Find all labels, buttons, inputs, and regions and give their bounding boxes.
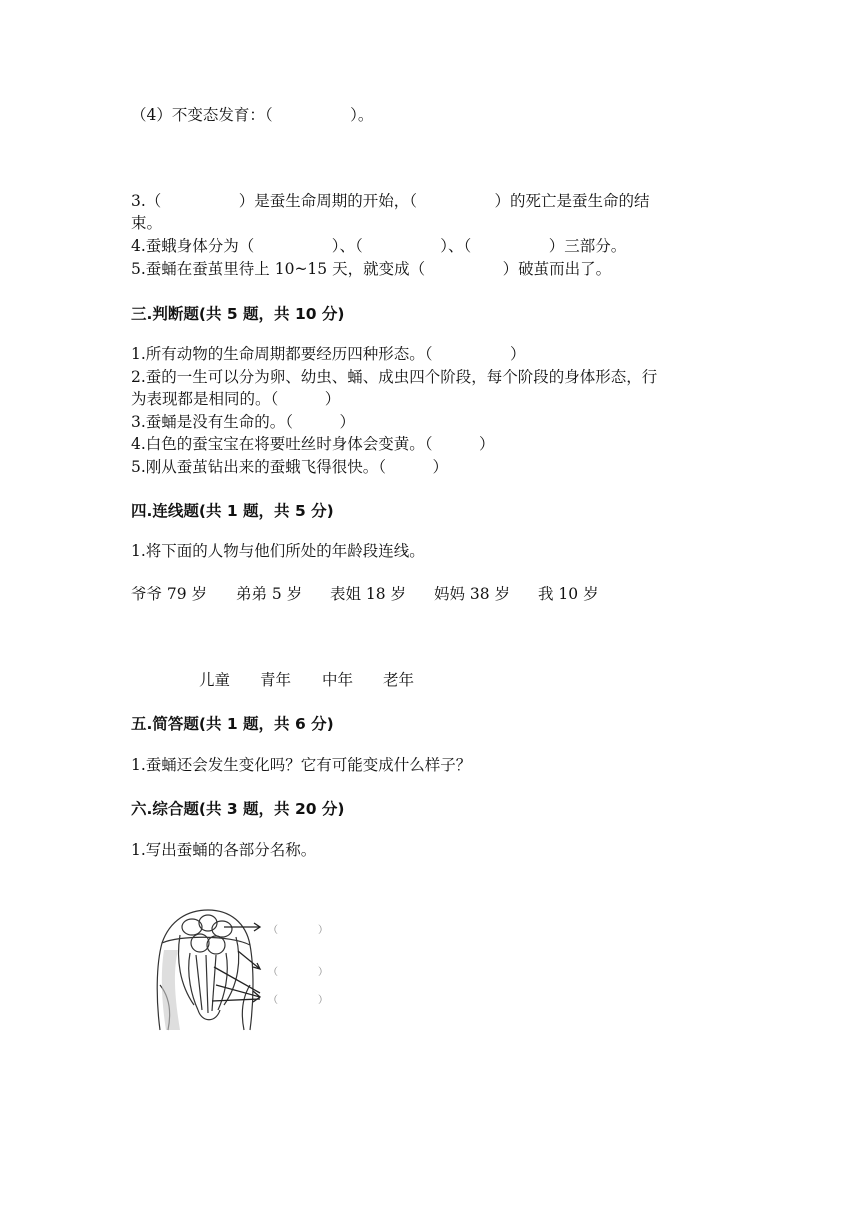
silkworm-pupa-illustration [150, 905, 360, 1035]
person-mother: 妈妈 38 岁 [434, 585, 511, 603]
judgment-question-1: 1.所有动物的生命周期都要经历四种形态。（ ） [131, 345, 526, 363]
judgment-question-3: 3.蚕蛹是没有生命的。（ ） [131, 413, 356, 431]
age-group-elderly: 老年 [383, 671, 415, 689]
judgment-section-heading: 三.判断题(共 5 题，共 10 分) [131, 305, 345, 323]
person-me: 我 10 岁 [538, 585, 599, 603]
person-younger-brother: 弟弟 5 岁 [236, 585, 303, 603]
person-cousin-sister: 表姐 18 岁 [330, 585, 407, 603]
short-answer-section-heading: 五.简答题(共 1 题，共 6 分) [131, 715, 334, 733]
comprehensive-question-1: 1.写出蚕蛹的各部分名称。 [131, 841, 317, 859]
matching-question-1: 1.将下面的人物与他们所处的年龄段连线。 [131, 542, 425, 560]
matching-section-heading: 四.连线题(共 1 题，共 5 分) [131, 502, 334, 520]
silkworm-pupa-diagram [150, 905, 360, 1035]
diagram-label-abdomen: （ ） [268, 995, 328, 1006]
diagram-label-thorax: （ ） [268, 967, 328, 978]
comprehensive-section-heading: 六.综合题(共 3 题，共 20 分) [131, 800, 345, 818]
fill-blank-question-3-line-2: 束。 [131, 214, 163, 232]
fill-blank-item-4-4: （4）不变态发育：（ ）。 [131, 106, 374, 124]
age-group-middle-age: 中年 [322, 671, 354, 689]
judgment-question-4: 4.白色的蚕宝宝在将要吐丝时身体会变黄。（ ） [131, 435, 495, 453]
short-answer-question-1: 1.蚕蛹还会发生变化吗？它有可能变成什么样子？ [131, 756, 472, 774]
person-grandpa: 爷爷 79 岁 [131, 585, 208, 603]
fill-blank-question-3-line-1: 3.（ ）是蚕生命周期的开始，（ ）的死亡是蚕生命的结 [131, 192, 650, 210]
judgment-question-2-line-1: 2.蚕的一生可以分为卵、幼虫、蛹、成虫四个阶段，每个阶段的身体形态，行 [131, 368, 658, 386]
fill-blank-question-5: 5.蚕蛹在蚕茧里待上 10~15 天，就变成（ ）破茧而出了。 [131, 260, 612, 278]
fill-blank-question-4: 4.蚕蛾身体分为（ ）、（ ）、（ ）三部分。 [131, 237, 627, 255]
judgment-question-5: 5.刚从蚕茧钻出来的蚕蛾飞得很快。（ ） [131, 458, 449, 476]
diagram-label-head: （ ） [268, 925, 328, 936]
age-group-youth: 青年 [260, 671, 292, 689]
judgment-question-2-line-2: 为表现都是相同的。（ ） [131, 390, 341, 408]
age-group-child: 儿童 [199, 671, 231, 689]
